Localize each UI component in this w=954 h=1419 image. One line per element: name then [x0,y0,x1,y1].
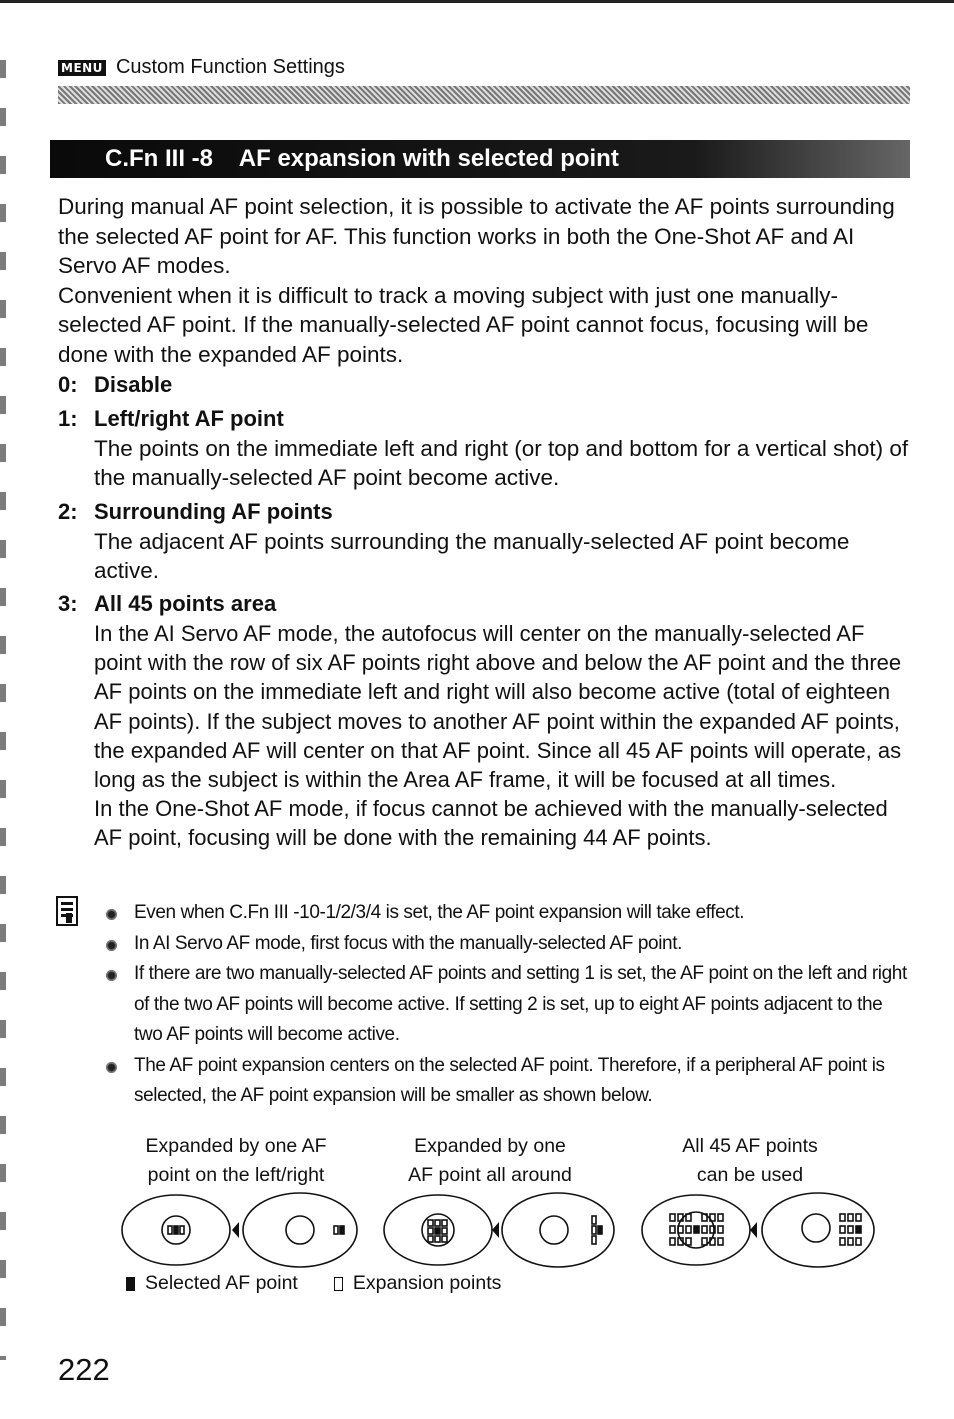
label-line: Expanded by one AF [145,1135,327,1157]
option-0 [58,370,918,400]
note-icon [56,896,78,926]
option-label: Surrounding AF points [94,499,333,524]
option-number: 0: [58,372,78,397]
diagram-label-3 [640,1132,860,1190]
diagram-label-1 [126,1132,346,1190]
page-number: 222 [58,1352,110,1387]
section-title: Custom Function Settings [115,56,345,78]
legend-selected-label: Selected AF point [145,1272,298,1294]
function-title: C.Fn III -8 AF expansion with selected point [105,145,619,172]
legend-expansion-label: Expansion points [352,1272,502,1294]
option-description: The adjacent AF points surrounding the manually-selected AF point become active. [94,529,850,584]
expansion-point-swatch [334,1277,343,1291]
top-rule [0,0,954,3]
option-number: 2: [58,499,78,524]
option-description: The points on the immediate left and right (or top and bottom for a vertical shot) of the manually-selected AF point become active. [94,436,909,491]
af-expansion-diagrams [118,1192,888,1272]
option-label: All 45 points area [94,591,277,616]
note-item: Even when C.Fn III -10-1/2/3/4 is set, the AF point expansion will take effect. [104,898,914,929]
af-frame-diagram-left-right [122,1193,357,1267]
option-number: 1: [58,406,78,431]
label-line: AF point all around [408,1164,572,1186]
intro-paragraph: During manual AF point selection, it is possible to activate the AF points surrounding the selected AF point for AF. This function works in both the One-Shot AF and AI Servo AF modes. [58,194,895,278]
intro-text [58,192,918,369]
diagram-label-2 [380,1132,600,1190]
label-line: can be used [696,1164,804,1186]
af-frame-diagram-surrounding [384,1193,614,1267]
label-line: Expanded by one [414,1135,566,1157]
option-label: Disable [94,372,173,397]
margin-marks [0,60,6,1360]
note-item: The AF point expansion centers on the selected AF point. Therefore, if a peripheral AF point is selected, the AF point expansion will be smaller as shown below. [104,1051,914,1112]
diagram-legend [126,1272,501,1295]
page-header [58,56,345,79]
option-3 [58,589,918,853]
option-label: Left/right AF point [94,406,284,431]
option-number: 3: [58,591,78,616]
af-frame-diagram-all-points [642,1193,874,1267]
option-description: In the AI Servo AF mode, the autofocus will center on the manually-selected AF point with the row of six AF points right above and below the AF point and the three AF points on the immediate left and right will also become active (total of eighteen AF points). If the subject moves to another AF point within the expanded AF points, the expanded AF will center on that AF point. Since all 45 AF points will operate, as long as the subject is within the Area AF frame, it will be focused at all times. In the One-Shot AF mode, if focus cannot be achieved with the manually-selected AF point, focusing will be done with the remaining 44 AF points. [94,621,902,851]
option-1 [58,404,918,492]
note-item: In AI Servo AF mode, first focus with the manually-selected AF point. [104,929,914,960]
selected-point-swatch [126,1277,135,1291]
hatched-divider [58,86,910,104]
notes-list [104,898,914,1112]
intro-paragraph: Convenient when it is difficult to track a moving subject with just one manually-selected AF point. If the manually-selected AF point cannot focus, focusing will be done with the expanded AF points. [58,282,869,367]
function-title-bar [50,140,910,178]
option-2 [58,497,918,585]
note-item: If there are two manually-selected AF points and setting 1 is set, the AF point on the left and right of the two AF points will become active. If setting 2 is set, up to eight AF points adjacent to the two AF points will become active. [104,959,914,1051]
menu-icon: MENU [58,60,106,76]
label-line: All 45 AF points [682,1135,818,1157]
label-line: point on the left/right [147,1164,325,1186]
